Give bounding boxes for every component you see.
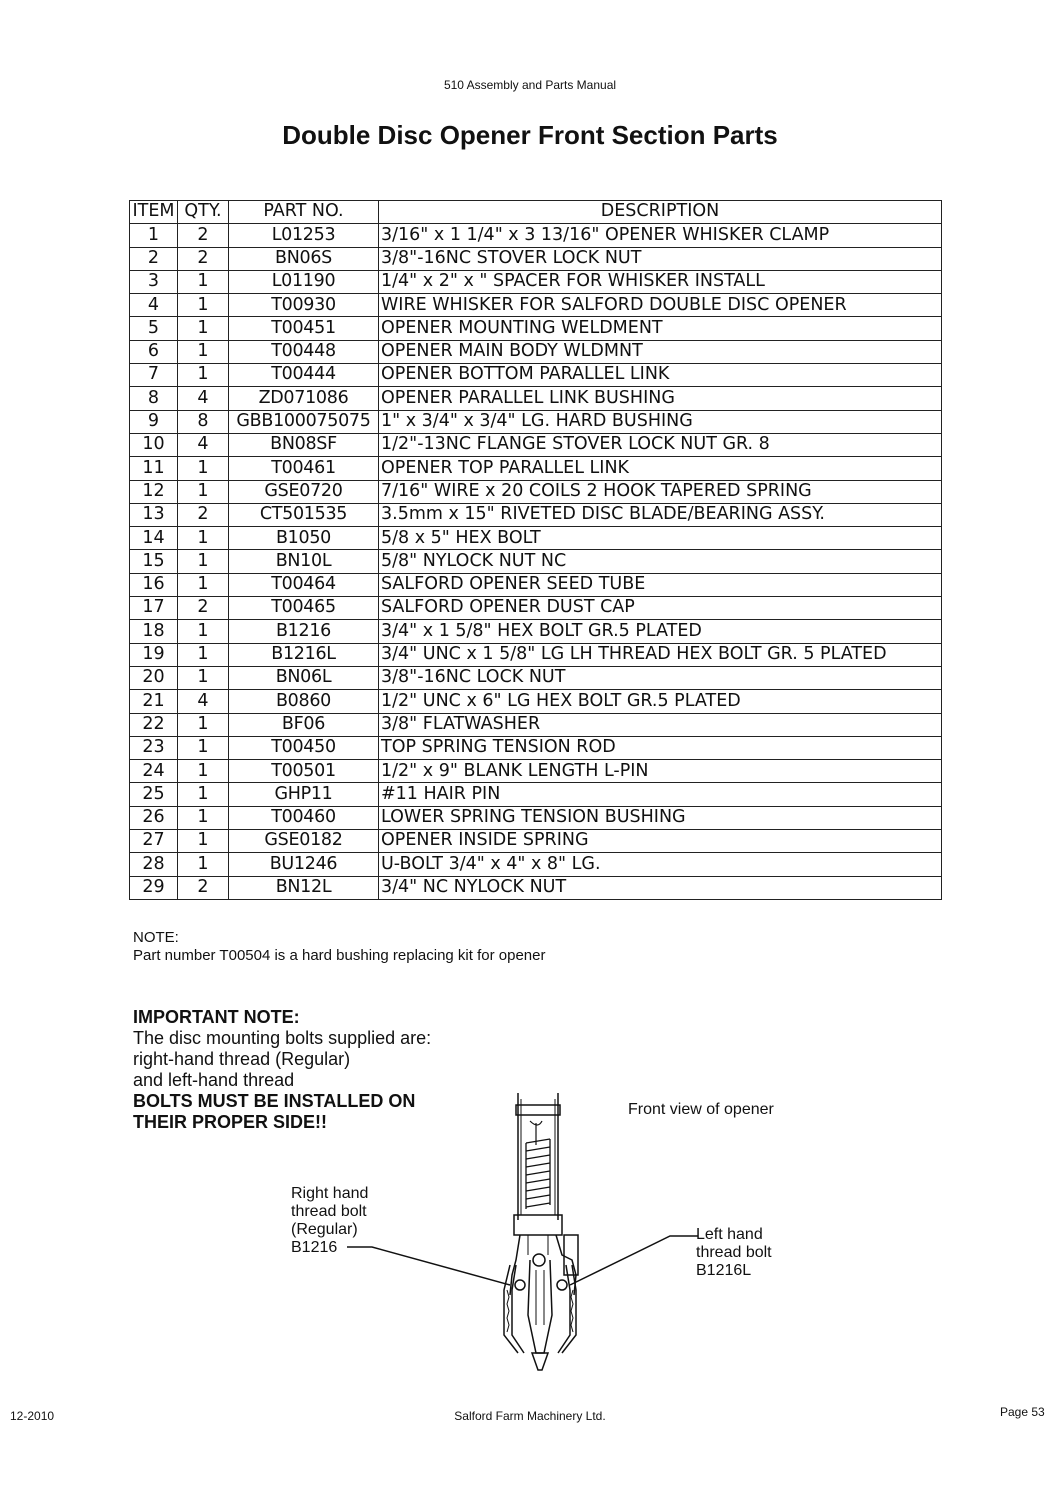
item-cell: 2	[130, 247, 178, 270]
part-no-cell: T00448	[229, 340, 379, 363]
qty-cell: 4	[178, 387, 229, 410]
item-cell: 23	[130, 736, 178, 759]
item-cell: 10	[130, 433, 178, 456]
table-row	[130, 224, 942, 247]
right-hand-leader-line	[347, 1247, 510, 1285]
table-row	[130, 410, 942, 433]
qty-cell: 1	[178, 270, 229, 293]
part-no-cell: BN06L	[229, 666, 379, 689]
description-cell: 1" x 3/4" x 3/4" LG. HARD BUSHING	[379, 410, 942, 433]
table-row	[130, 690, 942, 713]
part-no-cell: T00930	[229, 294, 379, 317]
part-no-cell: BN10L	[229, 550, 379, 573]
table-row	[130, 643, 942, 666]
description-cell: OPENER MOUNTING WELDMENT	[379, 317, 942, 340]
column-header-part-no: PART NO.	[229, 201, 379, 224]
description-cell: 3/16" x 1 1/4" x 3 13/16" OPENER WHISKER CLAMP	[379, 224, 942, 247]
part-no-cell: T00461	[229, 457, 379, 480]
table-row	[130, 876, 942, 899]
important-line-1: The disc mounting bolts supplied are:	[133, 1028, 432, 1048]
part-no-cell: GSE0182	[229, 830, 379, 853]
description-cell: #11 HAIR PIN	[379, 783, 942, 806]
qty-cell: 1	[178, 853, 229, 876]
item-cell: 14	[130, 527, 178, 550]
footer-page-number: Page 53	[1000, 1405, 1045, 1419]
qty-cell: 1	[178, 620, 229, 643]
parts-table	[129, 200, 942, 900]
manual-header: 510 Assembly and Parts Manual	[443, 78, 617, 92]
part-no-cell: BN12L	[229, 876, 379, 899]
description-cell: OPENER TOP PARALLEL LINK	[379, 457, 942, 480]
qty-cell: 2	[178, 503, 229, 526]
part-no-cell: T00460	[229, 806, 379, 829]
table-row	[130, 294, 942, 317]
description-cell: OPENER INSIDE SPRING	[379, 830, 942, 853]
description-cell: LOWER SPRING TENSION BUSHING	[379, 806, 942, 829]
item-cell: 16	[130, 573, 178, 596]
item-cell: 8	[130, 387, 178, 410]
item-cell: 1	[130, 224, 178, 247]
right-hand-label-line: (Regular)	[291, 1221, 358, 1238]
description-cell: 7/16" WIRE x 20 COILS 2 HOOK TAPERED SPRING	[379, 480, 942, 503]
item-cell: 18	[130, 620, 178, 643]
qty-cell: 2	[178, 597, 229, 620]
qty-cell: 1	[178, 713, 229, 736]
item-cell: 27	[130, 830, 178, 853]
table-row	[130, 853, 942, 876]
description-cell: 5/8" NYLOCK NUT NC	[379, 550, 942, 573]
note-heading: NOTE:	[133, 929, 179, 946]
qty-cell: 1	[178, 527, 229, 550]
table-row	[130, 573, 942, 596]
item-cell: 13	[130, 503, 178, 526]
description-cell: 3/4" UNC x 1 5/8" LG LH THREAD HEX BOLT GR. 5 PLATED	[379, 643, 942, 666]
table-row	[130, 830, 942, 853]
part-no-cell: T00464	[229, 573, 379, 596]
description-cell: 3/4" x 1 5/8" HEX BOLT GR.5 PLATED	[379, 620, 942, 643]
table-header-row	[130, 201, 942, 224]
part-no-cell: T00451	[229, 317, 379, 340]
table-row	[130, 270, 942, 293]
item-cell: 6	[130, 340, 178, 363]
column-header-item: ITEM	[130, 201, 178, 224]
qty-cell: 1	[178, 364, 229, 387]
qty-cell: 1	[178, 783, 229, 806]
table-row	[130, 620, 942, 643]
item-cell: 25	[130, 783, 178, 806]
qty-cell: 1	[178, 550, 229, 573]
seed-tube	[528, 1260, 552, 1370]
item-cell: 4	[130, 294, 178, 317]
qty-cell: 1	[178, 480, 229, 503]
description-cell: 3/4" NC NYLOCK NUT	[379, 876, 942, 899]
part-no-cell: BF06	[229, 713, 379, 736]
important-line-3: and left-hand thread	[133, 1070, 295, 1090]
table-row	[130, 783, 942, 806]
description-cell: 1/2" x 9" BLANK LENGTH L-PIN	[379, 760, 942, 783]
item-cell: 20	[130, 666, 178, 689]
important-warning-1: BOLTS MUST BE INSTALLED ON	[133, 1091, 416, 1111]
table-row	[130, 666, 942, 689]
qty-cell: 1	[178, 294, 229, 317]
part-no-cell: L01253	[229, 224, 379, 247]
part-no-cell: GBB100075075	[229, 410, 379, 433]
table-row	[130, 760, 942, 783]
opener-front-view-drawing	[280, 1085, 720, 1375]
item-cell: 7	[130, 364, 178, 387]
note-block	[133, 929, 545, 965]
table-row	[130, 387, 942, 410]
item-cell: 21	[130, 690, 178, 713]
part-no-cell: L01190	[229, 270, 379, 293]
part-no-cell: T00444	[229, 364, 379, 387]
table-row	[130, 806, 942, 829]
part-no-cell: BN06S	[229, 247, 379, 270]
part-no-cell: T00501	[229, 760, 379, 783]
table-row	[130, 713, 942, 736]
table-row	[130, 736, 942, 759]
column-header-qty: QTY.	[178, 201, 229, 224]
description-cell: SALFORD OPENER DUST CAP	[379, 597, 942, 620]
description-cell: U-BOLT 3/4" x 4" x 8" LG.	[379, 853, 942, 876]
part-no-cell: T00465	[229, 597, 379, 620]
qty-cell: 1	[178, 457, 229, 480]
table-row	[130, 480, 942, 503]
important-warning-2: THEIR PROPER SIDE!!	[133, 1112, 328, 1132]
left-hand-leader-line	[570, 1236, 698, 1285]
right-hand-label-line: thread bolt	[291, 1203, 367, 1220]
item-cell: 11	[130, 457, 178, 480]
description-cell: 3/8"-16NC STOVER LOCK NUT	[379, 247, 942, 270]
qty-cell: 1	[178, 340, 229, 363]
diagram-caption: Front view of opener	[628, 1101, 774, 1118]
item-cell: 22	[130, 713, 178, 736]
column-header-description: DESCRIPTION	[379, 201, 942, 224]
description-cell: SALFORD OPENER SEED TUBE	[379, 573, 942, 596]
part-no-cell: GHP11	[229, 783, 379, 806]
description-cell: 5/8 x 5" HEX BOLT	[379, 527, 942, 550]
qty-cell: 1	[178, 666, 229, 689]
description-cell: 1/2" UNC x 6" LG HEX BOLT GR.5 PLATED	[379, 690, 942, 713]
description-cell: OPENER PARALLEL LINK BUSHING	[379, 387, 942, 410]
right-hand-label-line: Right hand	[291, 1185, 369, 1202]
part-no-cell: B1216L	[229, 643, 379, 666]
part-no-cell: B0860	[229, 690, 379, 713]
item-cell: 3	[130, 270, 178, 293]
table-row	[130, 550, 942, 573]
part-no-cell: GSE0720	[229, 480, 379, 503]
right-hand-label-line: B1216	[291, 1239, 338, 1256]
left-hand-label-line: Left hand	[696, 1226, 763, 1243]
table-row	[130, 364, 942, 387]
tension-spring	[526, 1139, 550, 1209]
description-cell: OPENER MAIN BODY WLDMNT	[379, 340, 942, 363]
qty-cell: 1	[178, 806, 229, 829]
note-text: Part number T00504 is a hard bushing replacing kit for opener	[133, 947, 546, 964]
qty-cell: 1	[178, 830, 229, 853]
page-title: Double Disc Opener Front Section Parts	[282, 120, 778, 150]
item-cell: 19	[130, 643, 178, 666]
table-row	[130, 433, 942, 456]
qty-cell: 4	[178, 690, 229, 713]
item-cell: 28	[130, 853, 178, 876]
item-cell: 12	[130, 480, 178, 503]
part-no-cell: ZD071086	[229, 387, 379, 410]
table-row	[130, 317, 942, 340]
table-row	[130, 527, 942, 550]
left-hand-label-line: B1216L	[696, 1262, 752, 1279]
table-row	[130, 340, 942, 363]
part-no-cell: BU1246	[229, 853, 379, 876]
opener-frame	[514, 1093, 562, 1235]
item-cell: 9	[130, 410, 178, 433]
qty-cell: 8	[178, 410, 229, 433]
part-no-cell: BN08SF	[229, 433, 379, 456]
description-cell: WIRE WHISKER FOR SALFORD DOUBLE DISC OPENER	[379, 294, 942, 317]
qty-cell: 1	[178, 643, 229, 666]
item-cell: 29	[130, 876, 178, 899]
item-cell: 5	[130, 317, 178, 340]
disc-blades	[504, 1265, 576, 1353]
qty-cell: 4	[178, 433, 229, 456]
left-hand-label-line: thread bolt	[696, 1244, 772, 1261]
description-cell: OPENER BOTTOM PARALLEL LINK	[379, 364, 942, 387]
qty-cell: 2	[178, 247, 229, 270]
table-row	[130, 597, 942, 620]
qty-cell: 2	[178, 224, 229, 247]
footer-company: Salford Farm Machinery Ltd.	[454, 1409, 606, 1423]
description-cell: 3/8"-16NC LOCK NUT	[379, 666, 942, 689]
part-no-cell: B1050	[229, 527, 379, 550]
part-no-cell: B1216	[229, 620, 379, 643]
description-cell: TOP SPRING TENSION ROD	[379, 736, 942, 759]
item-cell: 15	[130, 550, 178, 573]
description-cell: 3.5mm x 15" RIVETED DISC BLADE/BEARING ASSY.	[379, 503, 942, 526]
parts-table-body	[130, 224, 942, 900]
qty-cell: 2	[178, 876, 229, 899]
table-row	[130, 503, 942, 526]
qty-cell: 1	[178, 760, 229, 783]
description-cell: 3/8" FLATWASHER	[379, 713, 942, 736]
item-cell: 24	[130, 760, 178, 783]
item-cell: 17	[130, 597, 178, 620]
disc-mounting-bolts	[515, 1280, 567, 1290]
qty-cell: 1	[178, 317, 229, 340]
part-no-cell: T00450	[229, 736, 379, 759]
table-row	[130, 247, 942, 270]
footer-date: 12-2010	[10, 1409, 55, 1423]
item-cell: 26	[130, 806, 178, 829]
important-line-2: right-hand thread (Regular)	[133, 1049, 351, 1069]
part-no-cell: CT501535	[229, 503, 379, 526]
description-cell: 1/2"-13NC FLANGE STOVER LOCK NUT GR. 8	[379, 433, 942, 456]
description-cell: 1/4" x 2" x " SPACER FOR WHISKER INSTALL	[379, 270, 942, 293]
qty-cell: 1	[178, 736, 229, 759]
important-heading: IMPORTANT NOTE:	[133, 1007, 300, 1027]
qty-cell: 1	[178, 573, 229, 596]
table-row	[130, 457, 942, 480]
